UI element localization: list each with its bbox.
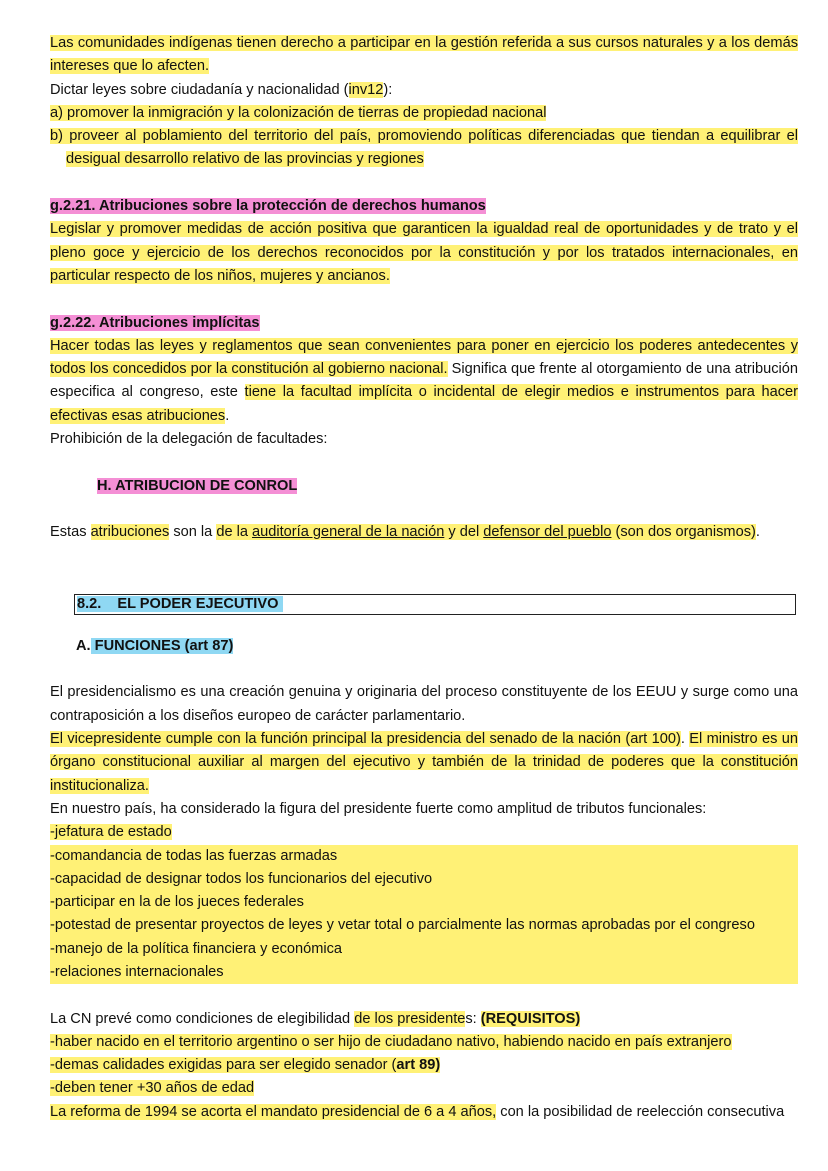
requisito-2: -demas calidades exigidas para ser elegido senador (	[50, 1057, 397, 1074]
auditoria-link-text: auditoría general de la nación	[252, 524, 445, 541]
dictar-line	[50, 79, 798, 102]
list-item: -relaciones internacionales	[50, 963, 224, 980]
document-page	[50, 32, 798, 1124]
vicepresidente-dot: .	[680, 731, 690, 748]
reforma-hl: La reforma de 1994 se acorta el mandato presidencial de 6 a 4 años,	[50, 1103, 497, 1120]
requisito-item	[50, 1077, 798, 1100]
list-item	[50, 821, 798, 844]
h-s-hl2	[216, 524, 756, 540]
vicepresidente-text: El vicepresidente cumple con la función principal la presidencia del senado de la nación (art 100)	[50, 731, 681, 748]
h-s-hl2c: (son dos organismos)	[611, 524, 756, 541]
g221-paragraph	[50, 218, 798, 288]
reforma-rest: con la posibilidad de reelección consecutiva	[496, 1103, 785, 1120]
requisito-1: -haber nacido en el territorio argentino o ser hijo de ciudadano nativo, habiendo nacido en país extranjero	[50, 1033, 732, 1050]
g222-paragraph	[50, 335, 798, 428]
prohibicion-text: Prohibición de la delegación de facultades:	[50, 431, 328, 448]
list-item: -participar en la de los jueces federales	[50, 894, 304, 911]
requisito-3: -deben tener +30 años de edad	[50, 1080, 255, 1097]
list-item: -comandancia de todas las fuerzas armadas	[50, 847, 338, 864]
functions-list	[50, 845, 798, 985]
requisitos-intro-hl: de los presidente	[354, 1010, 466, 1027]
h-s-end: .	[755, 524, 760, 541]
h-s-b: son la	[169, 524, 217, 541]
presidencialismo-paragraph	[50, 681, 798, 728]
ejecutivo-number: 8.2.	[77, 595, 102, 612]
funciones-letter: A.	[76, 637, 91, 654]
intro-paragraph	[50, 32, 798, 79]
nuestro-pais-paragraph	[50, 798, 798, 821]
requisito-item	[50, 1031, 798, 1054]
prohibicion-line	[50, 428, 798, 451]
list-item: -capacidad de designar todos los funcionarios del ejecutivo	[50, 870, 433, 887]
nuestro-pais-text: En nuestro país, ha considerado la figura del presidente fuerte como amplitud de tributos funcionales:	[50, 800, 707, 817]
presidencialismo-text: El presidencialismo es una creación genuina y originaria del proceso constituyente de los EEUU y surge como una contraposición a los diseños europeo de carácter parlamentario.	[50, 684, 798, 724]
item-a	[50, 102, 798, 125]
requisitos-intro-a: La CN prevé como condiciones de elegibilidad	[50, 1010, 355, 1027]
section-heading-g222	[50, 312, 798, 335]
g221-text-a: Legislar y promover medidas de acción positiva que	[50, 221, 403, 238]
item-b	[50, 125, 798, 172]
item-b-text: b) proveer al poblamiento del territorio del país, promoviendo políticas diferenciadas que tiendan a equilibrar el desigual desarrollo relativo de las provincias y regiones	[50, 128, 798, 168]
defensor-link-text: defensor del pueblo	[483, 524, 612, 541]
list-item: -potestad de presentar proyectos de leyes y vetar total o parcialmente las normas aprobadas por el congreso	[50, 917, 755, 934]
requisitos-intro-b: s:	[465, 1010, 481, 1027]
h-s-hl1: atribuciones	[90, 524, 170, 541]
g222-hl-1: Hacer todas las leyes y reglamentos que sean convenientes para poner en ejercicio los poderes antedecentes y todos los concedidos por la constitución al gobierno nacional.	[50, 337, 798, 378]
section-box-ejecutivo	[74, 594, 796, 615]
item-a-text: a) promover la inmigración y la colonización de tierras de propiedad nacional	[50, 104, 547, 121]
vicepresidente-paragraph	[50, 728, 798, 798]
list-item-text: -jefatura de estado	[50, 824, 172, 841]
ejecutivo-heading	[77, 596, 283, 612]
h-s-hl2b: y del	[444, 524, 484, 541]
g221-title: g.2.21. Atribuciones sobre la protección de derechos humanos	[50, 198, 486, 215]
requisitos-intro	[50, 1008, 798, 1031]
dictar-text: Dictar leyes sobre ciudadanía y nacionalidad (	[50, 81, 349, 98]
funciones-heading	[76, 635, 798, 658]
dictar-ref: inv12	[348, 81, 384, 98]
h-s-hl2a: de la	[216, 524, 253, 541]
requisito-2-art: art 89)	[396, 1057, 441, 1074]
reforma-line	[50, 1101, 798, 1124]
h-s-a: Estas	[50, 524, 91, 541]
ministro-text: El ministro es un órgano constitucional auxiliar al margen del ejecutivo y también de la trinidad de poderes que la constitución institucionaliza.	[50, 731, 799, 794]
g222-hl-2: tiene la facultad implícita o incidental de elegir medios e instrumentos para hacer efectivas esas atribuciones	[50, 384, 798, 424]
list-item: -manejo de la política financiera y económica	[50, 940, 343, 957]
h-title: H. ATRIBUCION DE CONROL	[97, 477, 298, 494]
section-heading-h	[97, 475, 798, 498]
g221-text-b: garanticen la igualdad real de oportunidades y de trato y el pleno goce y ejercicio de los derechos reconocidos por la constitución y por los tratados internacionales, en particular respecto de los niños, mujeres y ancianos.	[50, 221, 798, 284]
funciones-title: FUNCIONES (art 87)	[90, 637, 234, 654]
g222-mid: Significa que frente al otorgamiento de una atribución especifica al congreso, este	[50, 361, 799, 401]
h-sentence	[50, 521, 798, 544]
g222-end: .	[225, 407, 230, 424]
section-heading-g221	[50, 195, 798, 218]
intro-line: Las comunidades indígenas tienen derecho a participar en la gestión referida a sus cursos naturales y a los demás intereses que lo afecten.	[50, 35, 798, 75]
g222-title: g.2.22. Atribuciones implícitas	[50, 314, 260, 331]
requisitos-label: (REQUISITOS)	[480, 1010, 581, 1027]
dictar-close: ):	[383, 81, 393, 98]
ejecutivo-title: EL PODER EJECUTIVO	[117, 595, 279, 612]
requisito-item	[50, 1054, 798, 1077]
